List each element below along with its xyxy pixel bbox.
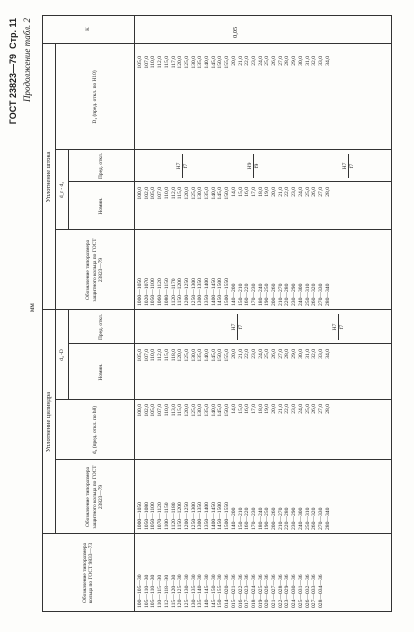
data-table <box>28 15 392 612</box>
dk-nomin-cell: 25,0 <box>304 187 311 197</box>
d4-cell: 14,0 <box>230 404 237 414</box>
designation-cell: 100—105—30 <box>137 574 143 608</box>
D1-cell: 150,0 <box>217 56 224 69</box>
d4-header: d₄ (пред. откл. по h8) <box>91 405 98 455</box>
d4D-nomin-cell: 110,0 <box>150 349 157 362</box>
cyl-protective-cell: 220—280 <box>284 507 291 530</box>
d4-cell: 125,0 <box>190 404 197 417</box>
rod-protective-cell: 1350—1400 <box>204 278 211 306</box>
D1-header: D₁ (пред. откл. по H10) <box>91 70 98 124</box>
tol-rod-1: H7 f7 <box>176 154 190 178</box>
D1-cell: 145,0 <box>210 56 217 69</box>
dk-nomin-cell: 105,0 <box>150 187 157 200</box>
tol-cyl-2: H7 f7 <box>332 314 346 340</box>
D1-cell: 135,0 <box>197 56 204 69</box>
header-separator <box>134 15 135 612</box>
cyl-protective-cell: 1050—1080 <box>143 502 150 530</box>
d4-cell: 20,0 <box>271 404 278 414</box>
D1-cell: 22,0 <box>244 56 251 66</box>
rod-protective-cell: 1150—1200 <box>177 278 184 306</box>
dk-nomin-cell: 24,0 <box>297 187 304 197</box>
d4-cell: 24,0 <box>297 404 304 414</box>
D1-cell: 32,0 <box>311 56 318 66</box>
designation-header: Обозначение типоразмера кольца по ГОСТ 9833—73 <box>81 542 94 604</box>
D1-cell: 120,0 <box>177 56 184 69</box>
d4-cell: 113,0 <box>170 404 177 417</box>
d4-cell: 22,0 <box>284 404 291 414</box>
d4D-tol-header: Пред. откл. <box>98 314 105 340</box>
D1-cell: 21,0 <box>237 56 244 66</box>
dk-nomin-cell: 18,0 <box>257 187 264 197</box>
d4D-nomin-cell: 20,0 <box>230 349 237 359</box>
designation-cell: 021—027—36 <box>271 574 278 608</box>
rod-protective-header: Обозначение типоразмера защитного кольца по ГОСТ 23823—79 <box>85 238 105 302</box>
rod-protective-cell: 1120—1170 <box>170 278 177 306</box>
D1-cell: 130,0 <box>190 56 197 69</box>
cyl-protective-cell: 280—340 <box>324 507 331 530</box>
d4D-nomin-cell: 130,0 <box>190 349 197 362</box>
designation-cell: 150—155—30 <box>217 574 224 608</box>
rod-protective-cell: 1500—1550 <box>224 278 231 306</box>
cyl-protective-cell: 1250—1300 <box>190 502 197 530</box>
dk-nomin-column <box>137 187 331 227</box>
cyl-protective-cell: 1400—1450 <box>210 502 217 530</box>
dk-nomin-cell: 110,0 <box>163 187 170 200</box>
designation-cell: 024—030—36 <box>291 574 298 608</box>
D1-cell: 27,0 <box>277 56 284 66</box>
d4-cell: 135,0 <box>204 404 211 417</box>
dk-nomin-cell: 145,0 <box>217 187 224 200</box>
rod-protective-cell: 270—330 <box>317 283 324 306</box>
cylinder-group-header: Уплотнение цилиндра <box>45 391 52 453</box>
dk-nomin-cell: 112,0 <box>170 187 177 200</box>
cyl-protective-cell: 270—330 <box>317 507 324 530</box>
cyl-protective-cell: 1000—1050 <box>137 502 143 530</box>
rod-protective-cell: 220—280 <box>284 283 291 306</box>
tol-cyl-1: H7 f7 <box>231 314 245 340</box>
cyl-protective-cell: 1200—1250 <box>183 502 190 530</box>
d4-column <box>137 404 331 454</box>
dk-nomin-cell: 20,0 <box>271 187 278 197</box>
d4D-nomin-cell: 150,0 <box>217 349 224 362</box>
designation-cell: 110—115—30 <box>157 574 164 608</box>
d4D-nomin-cell: 25,0 <box>264 349 271 359</box>
d4D-nomin-cell: 112,0 <box>157 349 164 362</box>
designation-cell: 125—130—30 <box>183 574 190 608</box>
dk-nomin-cell: 19,0 <box>264 187 271 197</box>
designation-cell: 020—026—36 <box>264 574 271 608</box>
designation-cell: 026—032—36 <box>304 574 311 608</box>
designation-cell: 015—021—36 <box>230 574 237 608</box>
d4D-nomin-cell: 125,0 <box>183 349 190 362</box>
rod-protective-cell: 210—270 <box>277 283 284 306</box>
rod-protective-cell: 230—290 <box>291 283 298 306</box>
designation-cell: 105—110—30 <box>150 574 157 608</box>
rod-protective-cell: 1300—1350 <box>197 278 204 306</box>
d4-cell: 150,0 <box>224 404 231 417</box>
d4-cell: 145,0 <box>217 404 224 417</box>
rod-protective-cell: 180—240 <box>257 283 264 306</box>
cyl-protective-cell: 1150—1200 <box>177 502 184 530</box>
designation-cell: 130—135—30 <box>190 574 197 608</box>
dk-nomin-cell: 23,0 <box>291 187 298 197</box>
page-number: Стр. 11 <box>8 18 18 49</box>
designation-cell: 028—034—36 <box>317 574 324 608</box>
d4D-nomin-cell: 118,0 <box>170 349 177 362</box>
D1-cell: 110,0 <box>150 56 157 69</box>
designation-cell: 023—029—36 <box>284 574 291 608</box>
dk-nomin-header: Номин. <box>98 197 105 215</box>
dk-nomin-cell: 107,0 <box>157 187 164 200</box>
cyl-protective-cell: 230—290 <box>291 507 298 530</box>
d4-cell: 18,0 <box>257 404 264 414</box>
dk-nomin-cell: 15,0 <box>237 187 244 197</box>
D1-column <box>137 56 331 144</box>
rod-protective-column <box>137 278 331 306</box>
table-border-bottom <box>391 15 392 612</box>
designation-cell: 022—028—36 <box>277 574 284 608</box>
d4-cell: 16,0 <box>244 404 251 414</box>
d4D-nomin-cell: 23,0 <box>250 349 257 359</box>
designation-cell: 027—033—36 <box>311 574 318 608</box>
dk-nomin-cell: 130,0 <box>197 187 204 200</box>
designation-cell: 112—118—30 <box>163 574 170 608</box>
d4-cell: 17,0 <box>250 404 257 414</box>
rod-protective-cell: 1400—1450 <box>210 278 217 306</box>
rod-protective-cell: 260—320 <box>311 283 318 306</box>
D1-cell: 33,0 <box>317 56 324 66</box>
cyl-protective-cell: 250—310 <box>304 507 311 530</box>
cyl-protective-header: Обозначение типоразмера защитного кольца по ГОСТ 23823—79 <box>85 465 105 529</box>
dk-nomin-cell: 115,0 <box>177 187 184 200</box>
D1-cell: 34,0 <box>324 56 331 66</box>
designation-cell: 145—150—30 <box>210 574 217 608</box>
cyl-protective-cell: 150—210 <box>237 507 244 530</box>
d4D-nomin-cell: 24,0 <box>257 349 264 359</box>
rod-protective-cell: 200—260 <box>271 283 278 306</box>
tol-rod-2: H9 f9 <box>247 154 261 178</box>
dk-nomin-cell: 100,0 <box>137 187 143 200</box>
cyl-protective-cell: 1100—1150 <box>163 502 170 530</box>
dk-nomin-cell: 26,0 <box>311 187 318 197</box>
dk-subheader-line <box>68 150 69 230</box>
d4D-nomin-cell: 115,0 <box>163 349 170 362</box>
cyl-protective-cell: 1350—1400 <box>204 502 211 530</box>
cyl-protective-cell: 180—240 <box>257 507 264 530</box>
dk-nomin-cell: 150,0 <box>224 187 231 200</box>
dk-header: d_r - d₂ <box>59 181 66 199</box>
D1-cell: 23,0 <box>250 56 257 66</box>
D1-cell: 112,0 <box>157 56 164 69</box>
D1-cell: 105,0 <box>137 56 143 69</box>
rod-protective-cell: 280—340 <box>324 283 331 306</box>
d4-cell: 15,0 <box>237 404 244 414</box>
designation-cell: 018—024—36 <box>250 574 257 608</box>
d4D-nomin-cell: 34,0 <box>324 349 331 359</box>
table-border-top <box>42 15 43 612</box>
d4D-nomin-cell: 29,0 <box>291 349 298 359</box>
D1-cell: 125,0 <box>183 56 190 69</box>
d4-cell: 130,0 <box>197 404 204 417</box>
D1-cell: 24,0 <box>257 56 264 66</box>
d4D-nomin-cell: 30,0 <box>297 349 304 359</box>
rod-protective-cell: 160—220 <box>244 283 251 306</box>
d4D-header: d₄ -D <box>59 349 66 361</box>
cyl-protective-cell: 140—200 <box>230 507 237 530</box>
rod-protective-cell: 150—210 <box>237 283 244 306</box>
dk-nomin-cell: 17,0 <box>250 187 257 197</box>
d4-cell: 105,0 <box>150 404 157 417</box>
cyl-protective-cell: 1050—1100 <box>150 502 157 530</box>
d4D-nomin-cell: 26,0 <box>271 349 278 359</box>
d4-cell: 25,0 <box>304 404 311 414</box>
d4D-nomin-cell: 28,0 <box>284 349 291 359</box>
d4D-nomin-column <box>137 349 331 397</box>
d4-cell: 140,0 <box>210 404 217 417</box>
dk-nomin-cell: 22,0 <box>284 187 291 197</box>
D1-cell: 117,0 <box>170 56 177 69</box>
D1-cell: 140,0 <box>204 56 211 69</box>
d4D-nomin-cell: 140,0 <box>204 349 211 362</box>
d4-cell: 28,0 <box>324 404 331 414</box>
dk-nomin-cell: 16,0 <box>244 187 251 197</box>
dk-nomin-cell: 140,0 <box>210 187 217 200</box>
d4D-nomin-cell: 33,0 <box>317 349 324 359</box>
cyl-protective-column <box>137 502 331 530</box>
d4-cell: 19,0 <box>264 404 271 414</box>
D1-cell: 29,0 <box>291 56 298 66</box>
tol-rod-3: H7 f7 <box>342 154 356 178</box>
cyl-protective-cell: 1300—1350 <box>197 502 204 530</box>
rod-protective-cell: 1250—1300 <box>190 278 197 306</box>
cyl-protective-cell: 1120—1180 <box>170 502 177 530</box>
d4-cell: 27,0 <box>317 404 324 414</box>
d4-cell: 115,0 <box>177 404 184 417</box>
rod-protective-cell: 140—200 <box>230 283 237 306</box>
designation-cell: 016—022—36 <box>237 574 244 608</box>
K-header: К <box>84 27 91 31</box>
d4D-nomin-cell: 155,0 <box>224 349 231 362</box>
d4D-nomin-cell: 107,0 <box>143 349 150 362</box>
units-label: мм <box>28 303 36 312</box>
cyl-protective-cell: 1450—1500 <box>217 502 224 530</box>
rod-protective-cell: 1200—1250 <box>183 278 190 306</box>
designation-cell: 014—020—36 <box>224 574 231 608</box>
d4D-nomin-cell: 22,0 <box>244 349 251 359</box>
dk-tol-header: Пред. откл. <box>98 153 105 179</box>
cyl-protective-cell: 240—300 <box>297 507 304 530</box>
continuation-caption <box>22 0 36 632</box>
d4-cell: 21,0 <box>277 404 284 414</box>
standard-number: ГОСТ 23823—79 <box>8 53 18 125</box>
D1-cell: 25,0 <box>264 56 271 66</box>
d4-cell: 107,0 <box>157 404 164 417</box>
D1-cell: 30,0 <box>297 56 304 66</box>
d4-cell: 100,0 <box>137 404 143 417</box>
d4D-nomin-cell: 31,0 <box>304 349 311 359</box>
dk-nomin-cell: 14,0 <box>230 187 237 197</box>
d4D-nomin-cell: 120,0 <box>177 349 184 362</box>
designation-cell: 115—120—30 <box>170 574 177 608</box>
K-value: 0,05 <box>232 26 239 38</box>
rod-protective-cell: 250—310 <box>304 283 311 306</box>
designation-cell: 140—145—30 <box>204 574 211 608</box>
rod-protective-cell: 1080—1150 <box>163 278 170 306</box>
D1-cell: 26,0 <box>271 56 278 66</box>
cyl-protective-cell: 160—220 <box>244 507 251 530</box>
header-text <box>8 18 18 124</box>
designation-cell: 120—125—30 <box>177 574 184 608</box>
dk-nomin-cell: 125,0 <box>190 187 197 200</box>
D1-cell: 31,0 <box>304 56 311 66</box>
designation-cell: 105—110—30 <box>143 574 150 608</box>
d4-cell: 26,0 <box>311 404 318 414</box>
dk-nomin-cell: 135,0 <box>204 187 211 200</box>
dk-nomin-cell: 120,0 <box>183 187 190 200</box>
D1-cell: 107,0 <box>143 56 150 69</box>
col-divider-2 <box>55 459 392 460</box>
cyl-protective-cell: 1500—1550 <box>224 502 231 530</box>
d4D-nomin-header: Номин. <box>98 363 105 381</box>
rod-protective-cell: 1450—1500 <box>217 278 224 306</box>
cyl-protective-cell: 260—320 <box>311 507 318 530</box>
d4D-nomin-cell: 145,0 <box>210 349 217 362</box>
rod-protective-cell: 190—250 <box>264 283 271 306</box>
cyl-protective-cell: 190—250 <box>264 507 271 530</box>
d4D-nomin-cell: 105,0 <box>137 349 143 362</box>
cyl-protective-cell: 1070—1120 <box>157 502 164 530</box>
dk-nomin-cell: 21,0 <box>277 187 284 197</box>
D1-cell: 28,0 <box>284 56 291 66</box>
d4-cell: 102,0 <box>143 404 150 417</box>
rod-protective-cell: 240—300 <box>297 283 304 306</box>
d4D-nomin-cell: 21,0 <box>237 349 244 359</box>
D1-cell: 20,0 <box>230 56 237 66</box>
rod-protective-cell: 1050—1100 <box>150 278 157 306</box>
group-header-separator <box>55 44 56 534</box>
cyl-protective-cell: 210—270 <box>277 507 284 530</box>
col-divider-9 <box>42 43 392 44</box>
d4D-nomin-cell: 135,0 <box>197 349 204 362</box>
d4-cell: 110,0 <box>163 404 170 417</box>
dk-nomin-cell: 27,0 <box>317 187 324 197</box>
designation-cell: 017—023—36 <box>244 574 251 608</box>
continuation-label: Продолжение табл. 2 <box>22 18 32 102</box>
col-divider-1 <box>42 533 392 534</box>
d4-cell: 23,0 <box>291 404 298 414</box>
D1-cell: 155,0 <box>224 56 231 69</box>
rod-protective-cell: 1060—1120 <box>157 278 164 306</box>
rod-protective-cell: 170—230 <box>250 283 257 306</box>
dk-nomin-cell: 102,0 <box>143 187 150 200</box>
designation-cell: 025—031—36 <box>297 574 304 608</box>
cyl-protective-cell: 170—230 <box>250 507 257 530</box>
rod-protective-cell: 1000—1050 <box>137 278 143 306</box>
d4D-nomin-cell: 32,0 <box>311 349 318 359</box>
table-border-left <box>42 611 392 612</box>
dk-nomin-cell: 28,0 <box>324 187 331 197</box>
page-header <box>8 0 22 632</box>
d4D-nomin-cell: 27,0 <box>277 349 284 359</box>
rod-protective-cell: 1020—1070 <box>143 278 150 306</box>
cyl-protective-cell: 200—260 <box>271 507 278 530</box>
rod-group-header: Уплотнение штока <box>45 151 52 203</box>
d4D-subheader-line <box>68 310 69 400</box>
designation-cell: 019—025—36 <box>257 574 264 608</box>
d4-cell: 120,0 <box>183 404 190 417</box>
D1-cell: 115,0 <box>163 56 170 69</box>
designation-cell: 135—140—30 <box>197 574 204 608</box>
designation-column <box>137 574 325 608</box>
